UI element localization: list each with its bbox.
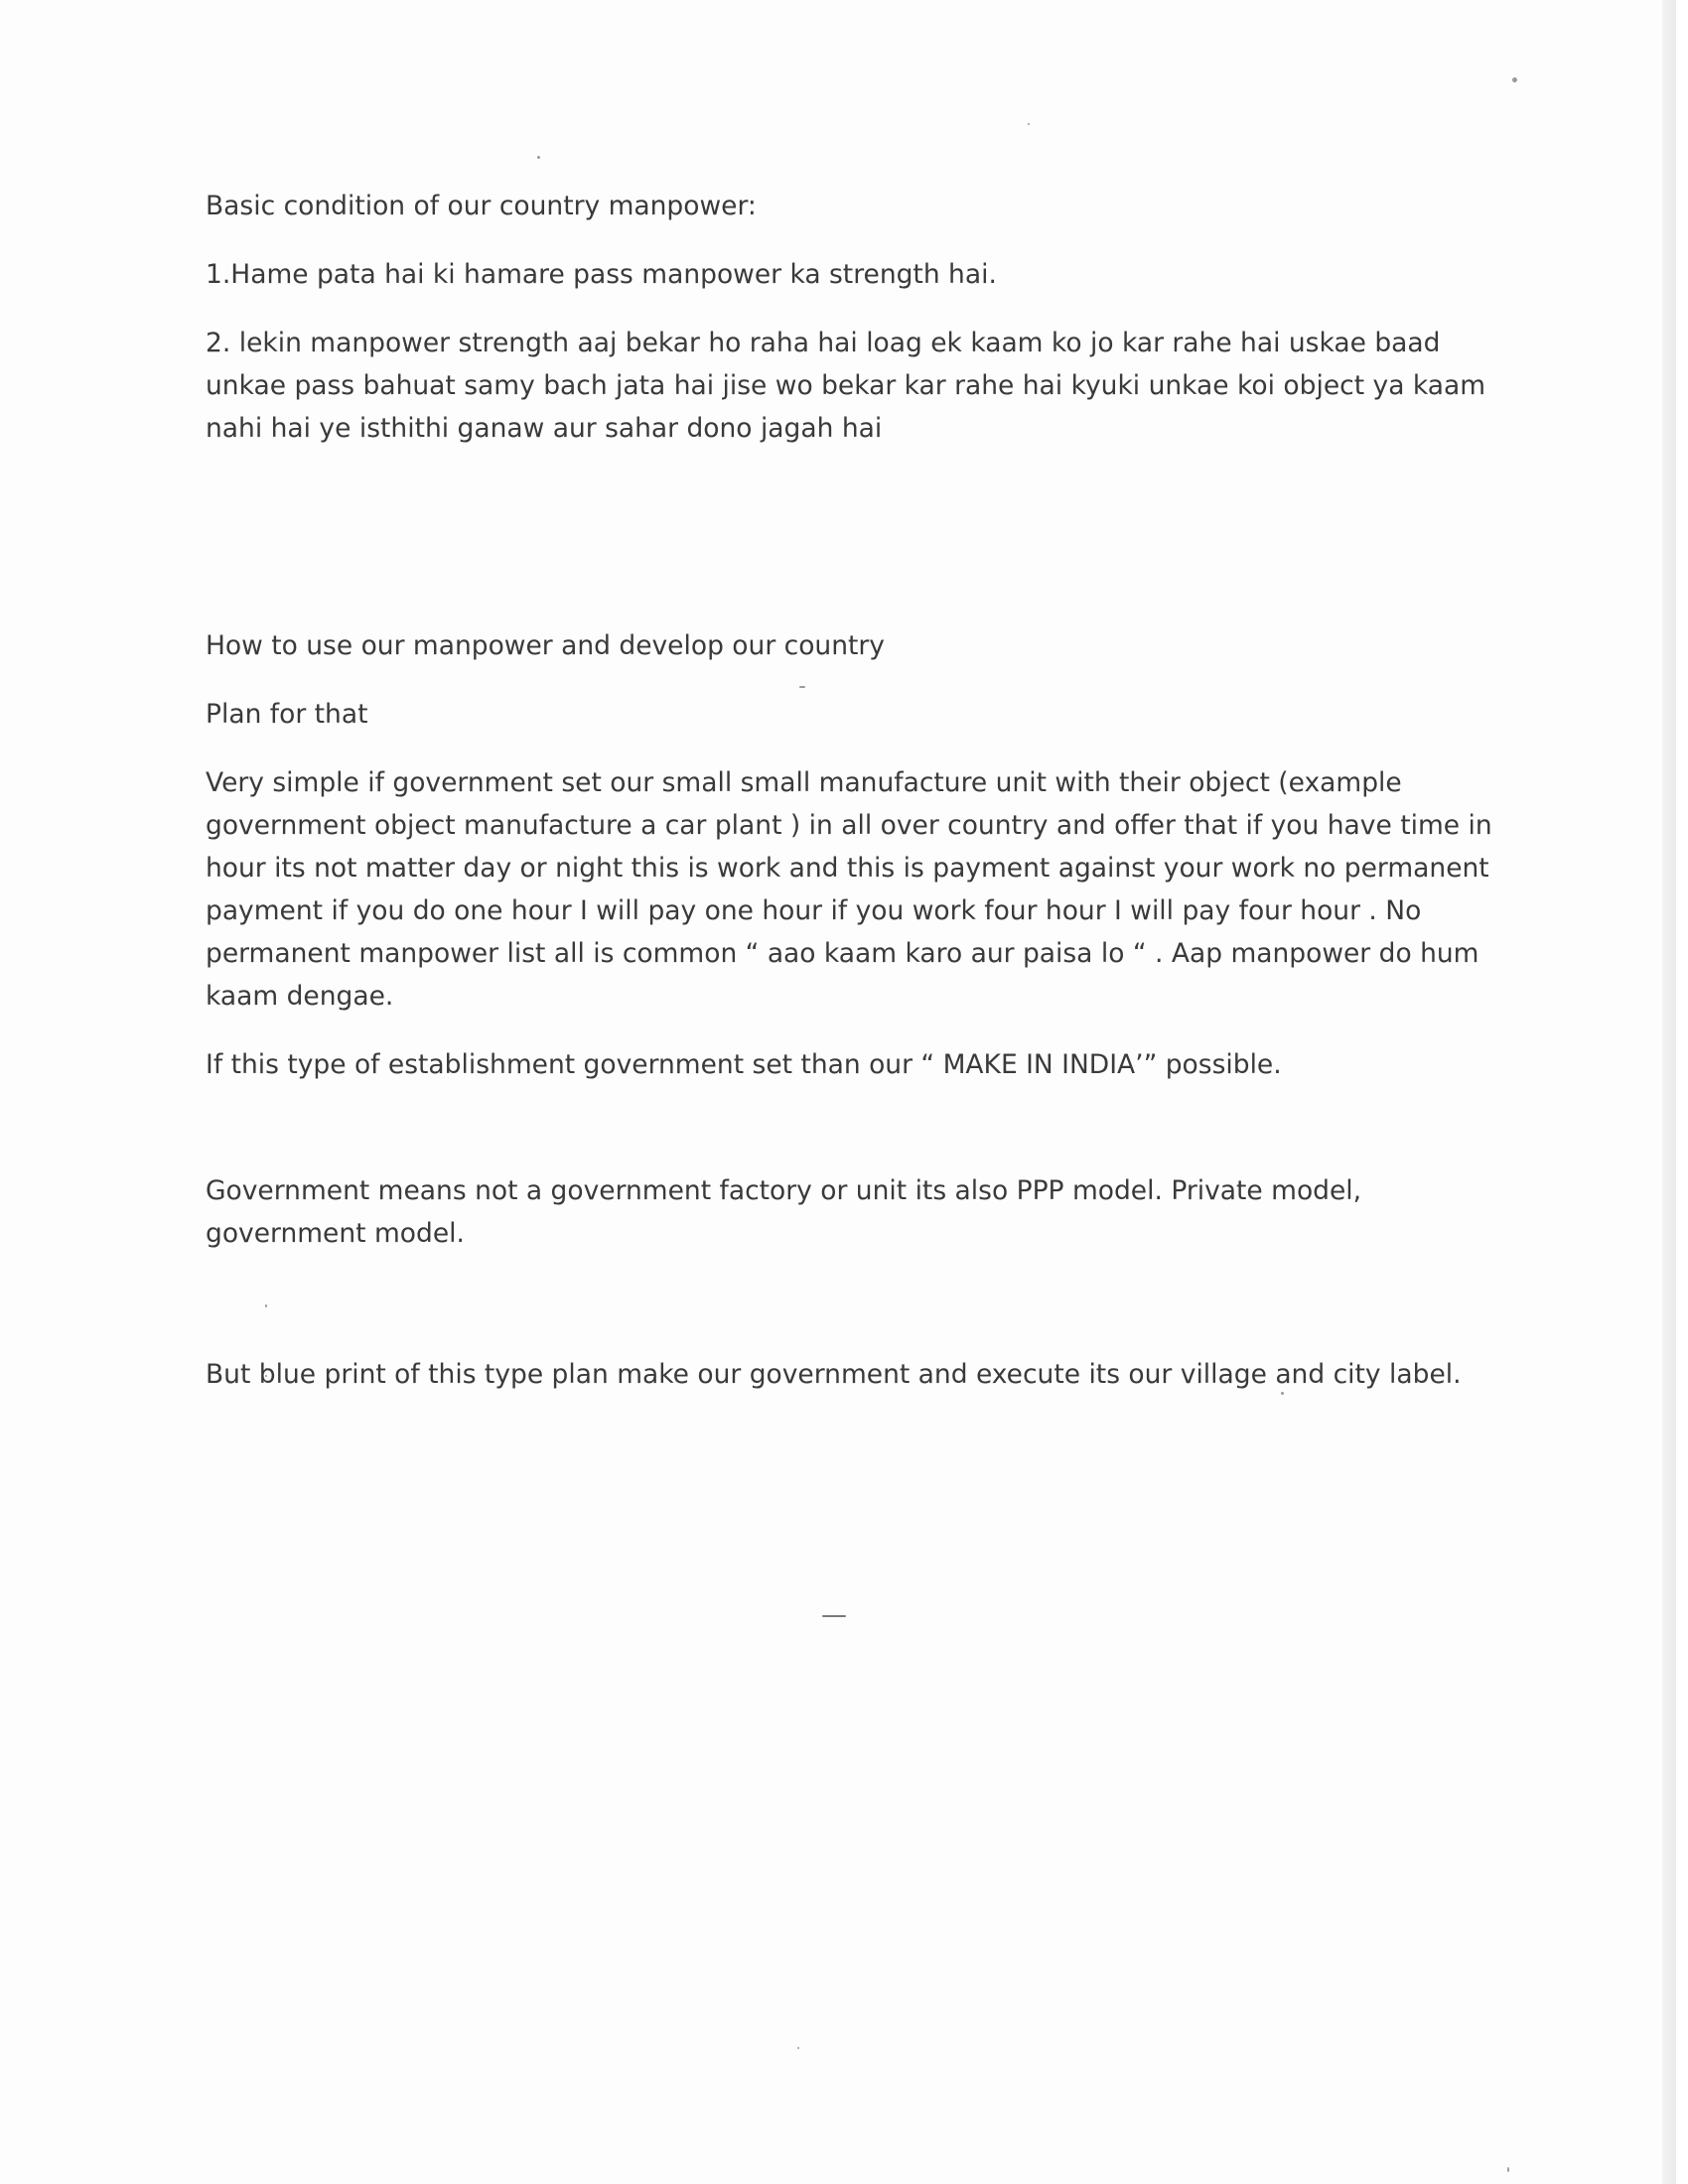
make-in-india-line: If this type of establishment government set than our “ MAKE IN INDIA’” possible. xyxy=(206,1049,1282,1080)
scan-speck xyxy=(1507,2167,1509,2172)
document-body xyxy=(206,185,1496,1396)
scan-speck xyxy=(1028,123,1030,125)
scan-speck xyxy=(822,1615,846,1617)
scan-speck xyxy=(797,2047,799,2049)
subheading-plan: Plan for that xyxy=(206,699,368,730)
section-heading-manpower-condition: Basic condition of our country manpower: xyxy=(206,191,757,221)
closing-line: But blue print of this type plan make our government and execute its our village and city label. xyxy=(206,1359,1462,1390)
section-heading-develop-country: How to use our manpower and develop our country xyxy=(206,630,885,661)
scan-speck xyxy=(537,156,540,159)
scan-speck xyxy=(1512,77,1517,82)
plan-paragraph: Very simple if government set our small small manufacture unit with their object (example government object manufacture a car plant ) in all over country and offer that if you have time in hour its not matter day or night this is work and this is payment against your work no permanent payment if you do one hour I will pay one hour if you work four hour I will pay four hour . No permanent manpower list all is common “ aao kaam karo aur paisa lo “ . Aap manpower do hum kaam dengae. xyxy=(206,767,1492,1012)
point-2: 2. lekin manpower strength aaj bekar ho raha hai loag ek kaam ko jo kar rahe hai uskae baad unkae pass bahuat samy bach jata hai jise wo bekar kar rahe hai kyuki unkae koi object ya kaam nahi hai ye isthithi ganaw aur sahar dono jagah hai xyxy=(206,328,1486,444)
point-1: 1.Hame pata hai ki hamare pass manpower ka strength hai. xyxy=(206,259,997,290)
government-note: Government means not a government factory or unit its also PPP model. Private model, government model. xyxy=(206,1175,1362,1249)
scan-edge xyxy=(1662,0,1676,2184)
